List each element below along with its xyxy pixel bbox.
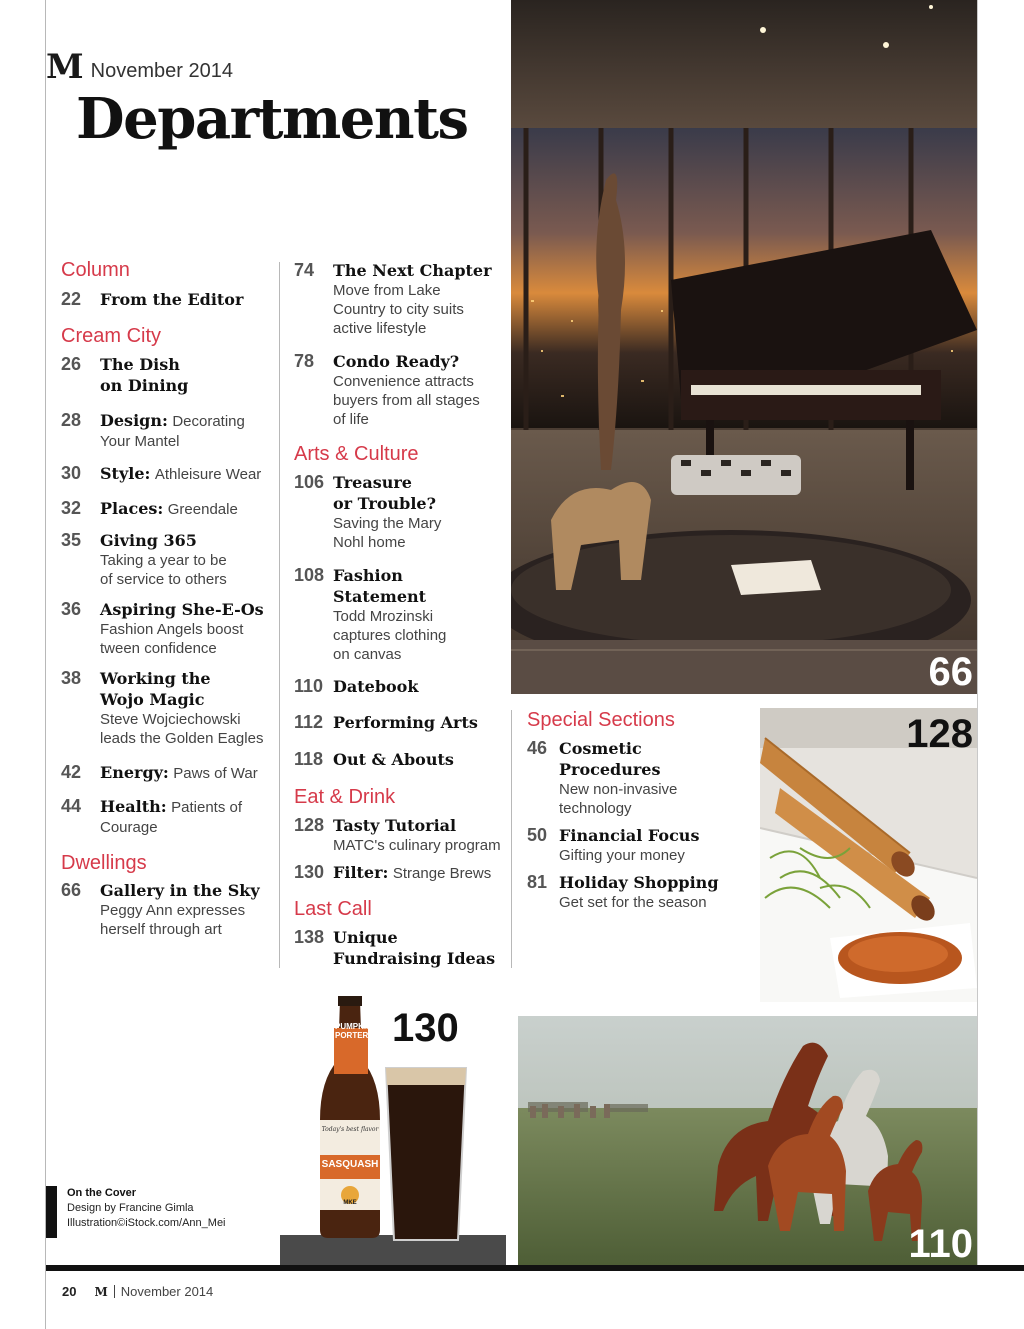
entry-title: Energy: — [100, 763, 169, 782]
entry-description-line-1: Get set for the season — [559, 894, 707, 911]
photo-page-number-128: 128 — [906, 712, 973, 756]
entry-description-line-1: Convenience attracts — [333, 373, 474, 390]
entry-subtitle: Strange Brews — [392, 865, 492, 882]
entry-title-line-2: or Trouble? — [333, 494, 436, 513]
cover-credit-design: Design by Francine Gimla — [67, 1202, 194, 1214]
entry-description-line-1: Todd Mrozinski — [333, 608, 434, 625]
page-title: Departments — [76, 86, 468, 152]
page-number: 66 — [61, 880, 82, 900]
beer-label-script: Today's best flavor — [321, 1126, 379, 1133]
entry-description-line-1: New non-invasive — [559, 781, 678, 798]
entry-title-line-2: Fundraising Ideas — [333, 949, 496, 968]
entry-title-line-2: on Dining — [100, 376, 189, 395]
entry-subtitle: Greendale — [167, 501, 238, 518]
page-number: 38 — [61, 668, 82, 688]
beer-label-brand: SASQUASH — [321, 1159, 379, 1170]
entry-title-line-1: Unique — [333, 928, 398, 947]
page-number: 46 — [527, 738, 548, 758]
cover-credit-heading: On the Cover — [67, 1187, 137, 1199]
entry-description-line-2: tween confidence — [100, 640, 217, 657]
page-number: 128 — [294, 815, 325, 835]
entry-description-line-2: leads the Golden Eagles — [100, 730, 264, 747]
page-number: 112 — [294, 712, 324, 732]
section-heading-special-sections: Special Sections — [527, 709, 675, 731]
entry-description-line-2: Country to city suits — [333, 301, 464, 318]
interior-photo[interactable] — [511, 0, 977, 694]
entry-title: Gallery in the Sky — [100, 881, 260, 900]
entry-title: Style: — [100, 464, 151, 483]
entry-title: Financial Focus — [559, 826, 700, 845]
footer-rule — [46, 1265, 1024, 1271]
page-number: 36 — [61, 599, 82, 619]
entry-description-line-1: Taking a year to be — [100, 552, 227, 569]
page-number: 138 — [294, 927, 325, 947]
page-number: 50 — [527, 825, 548, 845]
entry-title-line-1: The Dish — [100, 355, 180, 374]
page-number: 74 — [294, 260, 315, 280]
entry-title: Filter: — [333, 863, 389, 882]
entry-title-line-1: Working the — [100, 669, 211, 688]
photo-page-number-110: 110 — [908, 1222, 973, 1265]
entry-subtitle: Decorating — [172, 413, 245, 430]
section-heading-arts-culture: Arts & Culture — [294, 443, 419, 465]
beer-photo[interactable] — [280, 990, 506, 1265]
entry-subtitle: Athleisure Wear — [154, 466, 262, 483]
entry-description-line-2: herself through art — [100, 921, 222, 938]
page-number: 42 — [61, 762, 82, 782]
entry-title: Holiday Shopping — [559, 873, 719, 892]
page-footer — [62, 1284, 213, 1299]
page-number: 110 — [294, 676, 324, 696]
column-divider-2 — [511, 710, 512, 968]
entry-description-line-2: technology — [559, 800, 632, 817]
entry-description-line-1: Peggy Ann expresses — [100, 902, 246, 919]
column-divider-1 — [279, 262, 280, 968]
entry-description-line-1: Steve Wojciechowski — [100, 711, 241, 728]
page-number: 26 — [61, 354, 82, 374]
page-number: 28 — [61, 410, 82, 430]
photo-page-number-130: 130 — [392, 1006, 459, 1050]
magazine-logo: M — [46, 47, 83, 87]
entry-title: Giving 365 — [100, 531, 197, 550]
right-margin-rule — [977, 0, 978, 1265]
entry-description-line-3: of life — [333, 411, 369, 428]
entry-title-line-2: Wojo Magic — [100, 690, 205, 709]
footer-divider — [114, 1285, 115, 1298]
entry-subtitle: Patients of — [171, 799, 243, 816]
entry-title: Places: — [100, 499, 164, 518]
entry-description-line-1: Gifting your money — [559, 847, 685, 864]
entry-title: Aspiring She-E-Os — [100, 600, 264, 619]
entry-description-line-2: captures clothing — [333, 627, 447, 644]
entry-subtitle-line-2: Courage — [100, 819, 158, 836]
cover-credit — [46, 1186, 226, 1238]
entry-title-line-2: Statement — [333, 587, 427, 606]
entry-title: Performing Arts — [333, 713, 478, 732]
cover-credit-illustration: Illustration©iStock.com/Ann_Mei — [67, 1217, 226, 1229]
page-number: 32 — [61, 498, 82, 518]
page-number: 81 — [527, 872, 548, 892]
entry-description-line-1: Saving the Mary — [333, 515, 442, 532]
entry-description-line-2: Nohl home — [333, 534, 406, 551]
issue-date: November 2014 — [90, 60, 233, 82]
entry-title-line-2: Procedures — [559, 760, 661, 779]
page-number: 22 — [61, 289, 82, 309]
masthead — [46, 47, 233, 87]
entry-title-line-1: Fashion — [333, 566, 403, 585]
footer-page-number: 20 — [62, 1284, 77, 1299]
page-number: 30 — [61, 463, 82, 483]
section-heading-column: Column — [61, 259, 130, 281]
entry-title-line-1: Treasure — [333, 473, 412, 492]
section-heading-cream-city: Cream City — [61, 325, 162, 347]
footer-issue: November 2014 — [120, 1284, 214, 1299]
entry-title-line-1: Cosmetic — [559, 739, 642, 758]
entry-description-line-2: buyers from all stages — [333, 392, 480, 409]
photo-page-number-66: 66 — [928, 650, 973, 694]
entry-title: Tasty Tutorial — [333, 816, 457, 835]
entry-title: Condo Ready? — [333, 352, 460, 371]
entry-description-line-1: MATC's culinary program — [333, 837, 501, 854]
entry-title: Design: — [100, 411, 168, 430]
entry-title: From the Editor — [100, 290, 244, 309]
entry-description-line-3: active lifestyle — [333, 320, 427, 337]
food-photo[interactable] — [760, 708, 977, 1002]
page-number: 118 — [294, 749, 324, 769]
page-number: 130 — [294, 862, 325, 882]
entry-title: Out & Abouts — [333, 750, 454, 769]
page-number: 44 — [61, 796, 82, 816]
beer-label-top-text: PUMPKIN PORTER — [335, 1022, 372, 1040]
left-margin-rule — [45, 0, 46, 1329]
entry-description-line-1: Move from Lake — [333, 282, 441, 299]
entry-description-line-3: on canvas — [333, 646, 402, 663]
horses-painting[interactable] — [518, 1016, 977, 1265]
entry-subtitle-line-2: Your Mantel — [100, 433, 180, 450]
entry-subtitle: Paws of War — [173, 765, 258, 782]
page-number: 106 — [294, 472, 325, 492]
page-number: 108 — [294, 565, 325, 585]
page-number: 78 — [294, 351, 315, 371]
section-heading-dwellings: Dwellings — [61, 852, 147, 874]
section-heading-eat-drink: Eat & Drink — [294, 786, 396, 808]
interior-illustration — [511, 0, 977, 694]
entry-description-line-1: Fashion Angels boost — [100, 621, 244, 638]
entry-title: The Next Chapter — [333, 261, 492, 280]
beer-label-badge: MKE — [343, 1200, 357, 1206]
entry-description-line-2: of service to others — [100, 571, 227, 588]
entry-title: Health: — [100, 797, 167, 816]
section-heading-last-call: Last Call — [294, 898, 372, 920]
page-number: 35 — [61, 530, 82, 550]
footer-logo: M — [94, 1284, 108, 1299]
entry-title: Datebook — [333, 677, 419, 696]
